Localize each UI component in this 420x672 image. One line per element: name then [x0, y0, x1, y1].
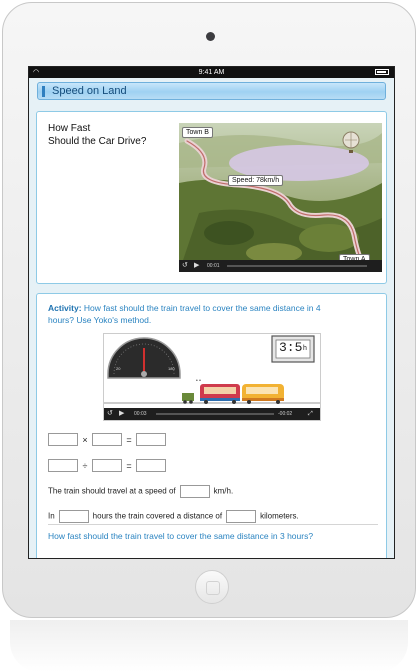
replay-icon[interactable]: ↺	[182, 262, 188, 269]
lesson-content	[29, 78, 394, 558]
video-controls	[179, 260, 382, 272]
distance-unit-text: kilometers.	[260, 511, 299, 521]
play-icon[interactable]: ▶	[194, 262, 200, 269]
map-label-town-b: Town B	[182, 127, 213, 138]
speed-sentence	[48, 485, 233, 498]
front-camera	[206, 32, 215, 41]
divider	[48, 524, 378, 525]
activity-prompt	[48, 303, 348, 326]
train-video-time: 00:03	[134, 411, 147, 417]
fullscreen-icon[interactable]: ⤢	[308, 411, 313, 417]
status-time: 9:41 AM	[198, 69, 225, 76]
section-title-bar	[37, 82, 386, 100]
multiplication-input-2[interactable]	[92, 433, 122, 446]
battery-icon	[375, 69, 389, 75]
distance-sentence-middle: hours the train covered a distance of	[92, 511, 223, 521]
train-video-scrubber[interactable]	[156, 413, 274, 415]
division-input-2[interactable]	[92, 459, 122, 472]
svg-text:• •: • •	[196, 378, 201, 384]
speed-sentence-start: The train should travel at a speed of	[48, 486, 176, 496]
replay-icon[interactable]: ↺	[107, 410, 113, 417]
car-lesson-panel	[36, 111, 387, 284]
clock-unit: h	[303, 345, 307, 352]
divide-sign: ÷	[82, 460, 88, 471]
screen	[28, 66, 395, 559]
play-icon[interactable]: ▶	[119, 410, 125, 417]
train-video-remaining: -00:02	[278, 411, 293, 417]
multiplication-input-1[interactable]	[48, 433, 78, 446]
speed-unit-text: km/h.	[213, 486, 234, 496]
multiplication-result-input[interactable]	[136, 433, 166, 446]
section-title: Speed on Land	[52, 85, 127, 97]
hours-input[interactable]	[59, 510, 89, 523]
distance-input[interactable]	[226, 510, 256, 523]
car-route-video[interactable]	[179, 123, 382, 272]
activity-question: How fast should the train travel to cover the same distance in 4 hours? Use Yoko's method.	[48, 303, 321, 325]
division-result-input[interactable]	[136, 459, 166, 472]
division-input-1[interactable]	[48, 459, 78, 472]
multiplication-equation	[48, 433, 166, 446]
train-video[interactable]	[103, 333, 321, 421]
video-scrubber[interactable]	[227, 265, 367, 267]
lesson-heading-line2: Should the Car Drive?	[48, 136, 147, 147]
speed-input[interactable]	[180, 485, 210, 498]
map-label-speed: Speed: 78km/h	[228, 175, 283, 186]
svg-text:180: 180	[168, 366, 175, 371]
next-question: How fast should the train travel to cover the same distance in 3 hours?	[48, 531, 314, 541]
division-equation	[48, 459, 166, 472]
wifi-icon: ◠	[33, 69, 40, 76]
activity-panel	[36, 293, 387, 559]
svg-text:20: 20	[116, 366, 121, 371]
equals-sign: =	[126, 460, 132, 471]
distance-sentence	[48, 510, 299, 523]
activity-label: Activity:	[48, 303, 82, 313]
train-video-controls	[104, 408, 320, 420]
lesson-heading	[48, 122, 178, 148]
lesson-heading-line1: How Fast	[48, 123, 91, 134]
tablet-frame	[2, 2, 416, 618]
video-time: 00:01	[207, 263, 220, 269]
equals-sign: =	[126, 434, 132, 445]
device-reflection	[10, 620, 408, 672]
distance-sentence-start: In	[48, 511, 55, 521]
home-button[interactable]	[195, 570, 229, 604]
status-bar	[29, 67, 394, 78]
aerial-map-illustration	[179, 123, 382, 272]
clock-display: 3:5	[279, 340, 303, 355]
times-sign: ×	[82, 434, 88, 445]
